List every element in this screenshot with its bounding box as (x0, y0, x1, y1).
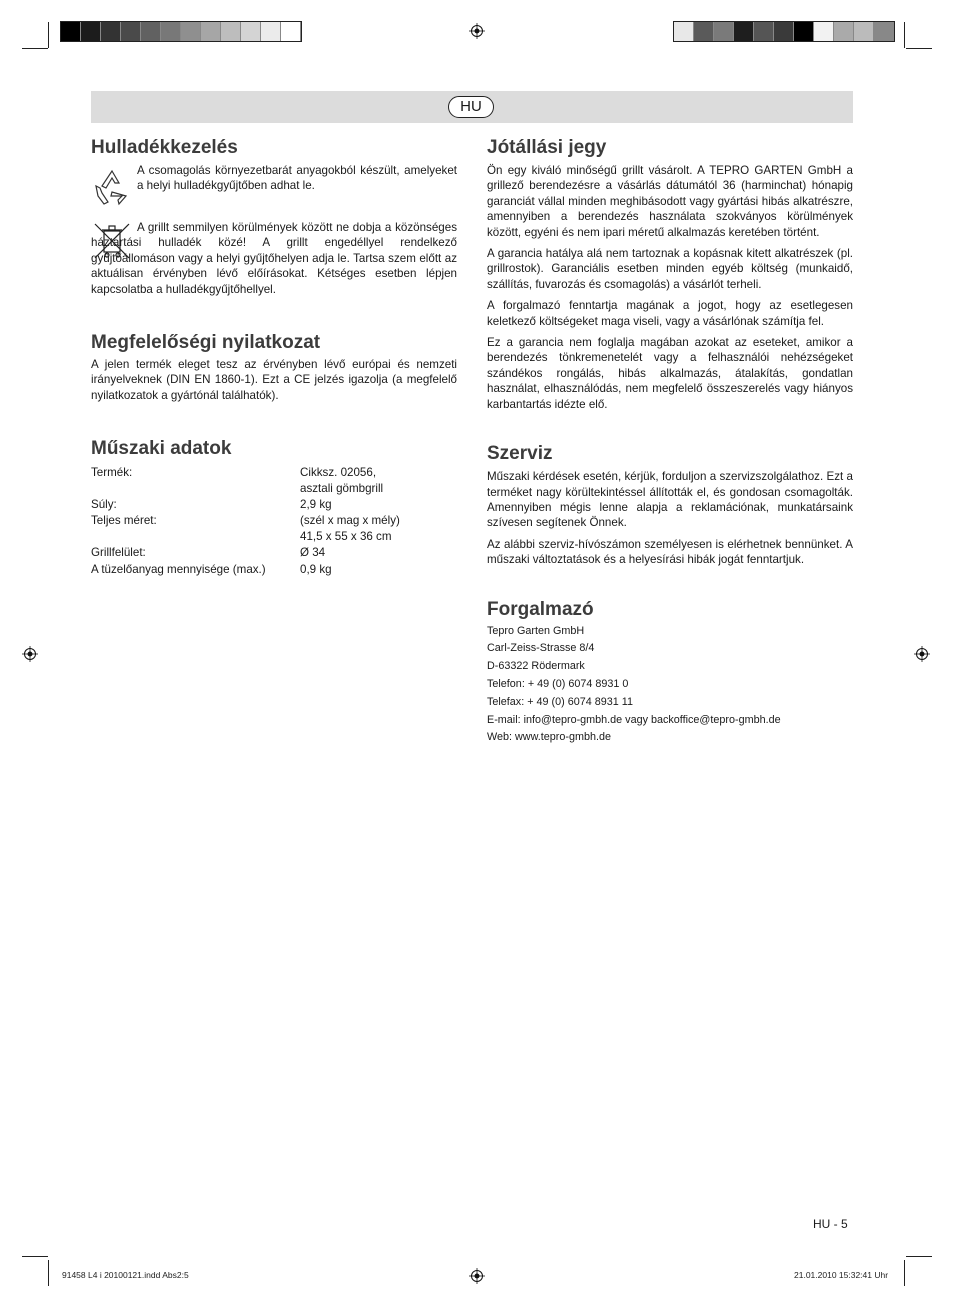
language-badge: HU (448, 96, 494, 118)
distributor-line: Telefax: + 49 (0) 6074 8931 11 (487, 695, 633, 708)
distributor-web: Web: www.tepro-gmbh.de (487, 731, 612, 744)
crop-mark (48, 1260, 49, 1286)
registration-mark-icon (469, 1268, 485, 1284)
bin-text: A grillt semmilyen körülmények között ne dobja a közönséges háztartási hulladék közé! A grillt engedéllyel rendelkező gyűjtőállomáson vagy a helyi gyűjtőhelyen adja le. Tartsa szem előtt az aktuálisan érvényben lévő előírásokat. Kétséges esetben lépjen kapcsolatba a hulladékgyűjtőhellyel. (91, 221, 457, 296)
distributor-line: Tepro Garten GmbH (487, 624, 585, 637)
distributor-email: E-mail: info@tepro-gmbh.de vagy backoffice@tepro-gmbh.de (487, 713, 781, 726)
conformity-text: A jelen termék eleget tesz az érvényben lévő európai és nemzeti irányelveknek (DIN EN 1860-1). Ezt a CE jelzés igazolja (a megfelelő nyilatkozatok a gyártónál találhatók). (91, 358, 457, 402)
left-column (91, 138, 457, 578)
recycle-text: A csomagolás környezetbarát anyagokból készült, amelyeket a helyi hulladékgyűjtőben adhat le. (137, 164, 457, 193)
tech-value: Ø 34 (300, 546, 326, 560)
color-swatch (261, 22, 281, 41)
warranty-title: Jótállási jegy (487, 137, 607, 158)
tech-title: Műszaki adatok (91, 438, 232, 460)
color-swatch (814, 22, 834, 41)
tech-label: A tüzelőanyag mennyisége (max.) (91, 562, 266, 576)
warranty-paragraph-1: Ön egy kiváló minőségű grillt vásárolt. A TEPRO GARTEN GmbH a grillező berendezésre a vásárlás dátumától 36 (harminchat) hónapig garanciát vállal minden meghibásodott vagy gyártási hibás alkatrészre, amennyiben a berendezés használata szokványos körülmények között, egyéni és nem ipari méretű alkalmazás keretében történt. (487, 164, 853, 239)
color-swatch (834, 22, 854, 41)
color-swatch (734, 22, 754, 41)
registration-mark-icon (914, 646, 930, 662)
page-number: HU - 5 (813, 1217, 848, 1231)
tech-label: Teljes méret: (91, 514, 157, 528)
color-swatch (854, 22, 874, 41)
recycle-paragraph (91, 163, 457, 203)
color-swatch (694, 22, 714, 41)
crossed-bin-icon (91, 220, 133, 262)
recycle-icon (91, 166, 133, 208)
color-swatch (874, 22, 894, 41)
waste-title: Hulladékkezelés (91, 137, 238, 158)
registration-mark-icon (469, 23, 485, 39)
conformity-section (91, 333, 457, 403)
crop-mark (906, 1256, 932, 1257)
color-swatch (241, 22, 261, 41)
service-paragraph-1: Műszaki kérdések esetén, kérjük, forduljon a szervizszolgálathoz. Ezt a terméket nagy körültekintéssel állították el, és gondosan csomagolták. Amennyiben mégis lenne alapja a reklamációnak, munkatársaink szívesen segítenek Önnek. (487, 470, 853, 530)
distributor-section (487, 600, 853, 748)
tech-table (91, 465, 457, 578)
crop-mark (906, 48, 932, 49)
color-swatch (141, 22, 161, 41)
warranty-paragraph-4: Ez a garancia nem foglalja magában azokat az eseteket, amikor a berendezés tönkremenetelét vagy a felhasználói nehézségeket szándékos rongálás, hibás alkalmazás, átalakítás, gondatlan használat, elhasználódás, nem megfelelő összeszerelés vagy hiányos karbantartás idézte elő. (487, 336, 853, 411)
distributor-line: Telefon: + 49 (0) 6074 8931 0 (487, 677, 629, 690)
tech-value: Cikksz. 02056, asztali gömbgrill (300, 466, 384, 495)
crop-mark (48, 22, 49, 48)
crop-mark (904, 1260, 905, 1286)
tech-label: Súly: (91, 498, 117, 512)
table-row (91, 497, 457, 513)
color-swatch (754, 22, 774, 41)
tech-value: 2,9 kg (300, 498, 332, 512)
color-swatch (794, 22, 814, 41)
bin-paragraph (91, 220, 457, 297)
table-row (91, 465, 457, 497)
table-row (91, 513, 457, 545)
timestamp-slug: 21.01.2010 15:32:41 Uhr (794, 1270, 889, 1280)
color-swatch (81, 22, 101, 41)
warranty-paragraph-2: A garancia hatálya alá nem tartoznak a kopásnak kitett alkatrészek (pl. grillrostok). Garanciális esetben minden egyéb költség (munkaidő, szállítás, fuvarozás és csomagolás) a vásárlót terheli. (487, 247, 853, 291)
color-swatch (221, 22, 241, 41)
file-slug: 91458 L4 i 20100121.indd Abs2:5 (62, 1270, 189, 1280)
color-swatch (61, 22, 81, 41)
warranty-paragraph-3: A forgalmazó fenntartja magának a jogot, hogy az esetlegesen keletkező költségeket maga viseli, vagy a vásárlónak számítja fel. (487, 299, 853, 328)
service-section (487, 444, 853, 567)
color-swatch (181, 22, 201, 41)
tech-label: Grillfelület: (91, 546, 146, 560)
tech-label: Termék: (91, 466, 133, 480)
table-row (91, 545, 457, 561)
color-swatch (281, 22, 301, 41)
conformity-title: Megfelelőségi nyilatkozat (91, 332, 321, 354)
waste-section (91, 138, 457, 297)
crop-mark (22, 1256, 48, 1257)
color-swatch (121, 22, 141, 41)
color-swatch (161, 22, 181, 41)
tech-value: 0,9 kg (300, 562, 332, 576)
color-bar-right (673, 21, 895, 42)
crop-mark (22, 48, 48, 49)
crop-mark (904, 22, 905, 48)
registration-mark-icon (22, 646, 38, 662)
service-paragraph-2: Az alábbi szerviz-hívószámon személyesen is elérhetnek bennünket. A műszaki változtatások és a helyesírási hibák jogát fenntartjuk. (487, 537, 853, 567)
distributor-title: Forgalmazó (487, 598, 594, 620)
color-swatch (201, 22, 221, 41)
warranty-section (487, 138, 853, 412)
tech-section (91, 439, 457, 578)
color-swatch (774, 22, 794, 41)
tech-value: (szél x mag x mély) 41,5 x 55 x 36 cm (300, 514, 400, 543)
distributor-line: D-63322 Rödermark (487, 660, 585, 673)
color-swatch (674, 22, 694, 41)
color-swatch (101, 22, 121, 41)
color-bar-left (60, 21, 302, 42)
service-title: Szerviz (487, 443, 553, 465)
distributor-line: Carl-Zeiss-Strasse 8/4 (487, 642, 595, 655)
table-row (91, 562, 457, 578)
color-swatch (714, 22, 734, 41)
right-column (487, 138, 853, 747)
